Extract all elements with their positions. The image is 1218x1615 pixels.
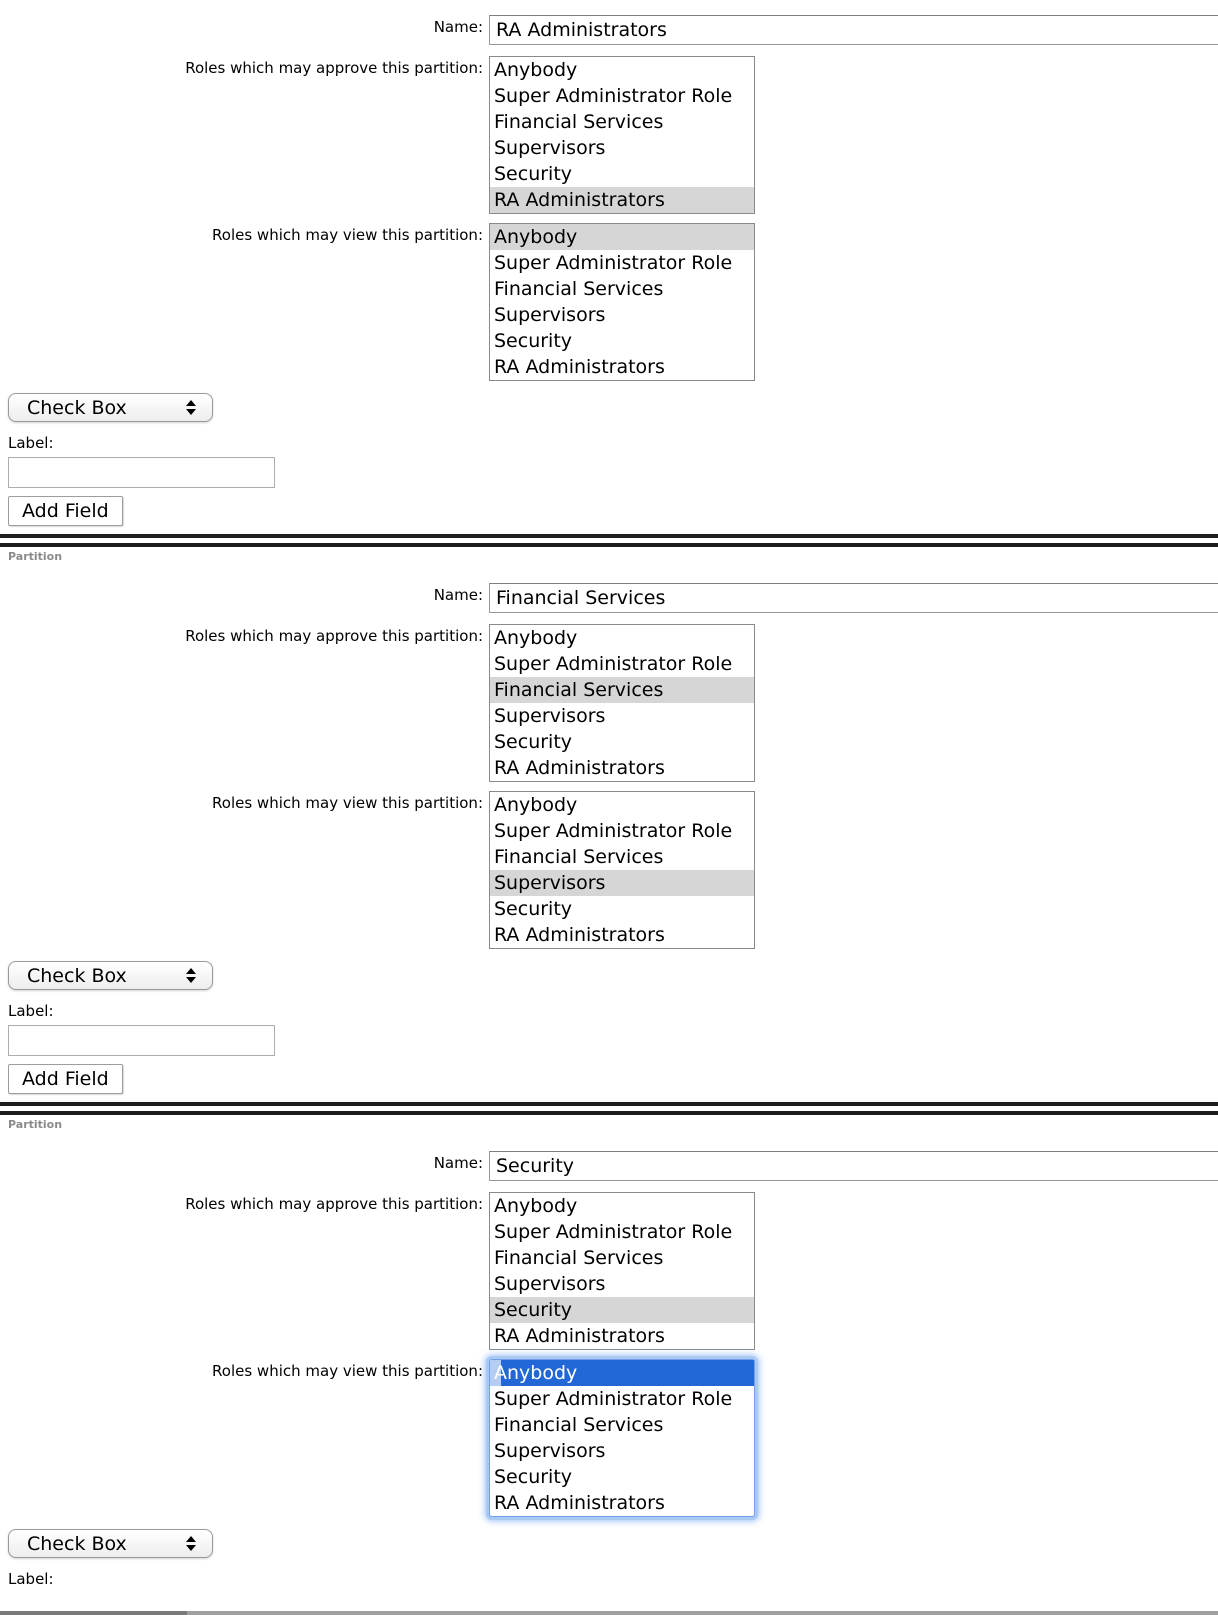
view-roles-label: Roles which may view this partition: xyxy=(212,794,483,812)
field-type-select[interactable] xyxy=(8,961,213,990)
listbox-option[interactable]: Security xyxy=(494,1466,573,1488)
add-field-button[interactable]: Add Field xyxy=(8,496,123,526)
listbox-option-selected[interactable]: Supervisors xyxy=(490,870,754,896)
listbox-option[interactable]: Super Administrator Role xyxy=(494,820,733,842)
view-roles-row xyxy=(0,223,1218,381)
view-roles-listbox[interactable] xyxy=(489,223,755,381)
listbox-option[interactable]: Financial Services xyxy=(494,111,664,133)
listbox-option[interactable]: Supervisors xyxy=(494,304,606,326)
listbox-option-selected[interactable]: Security xyxy=(490,1297,754,1323)
section-divider xyxy=(0,534,1218,547)
select-arrows-icon xyxy=(186,1536,196,1551)
listbox-option[interactable]: Supervisors xyxy=(494,1440,606,1462)
name-row xyxy=(0,1151,1218,1181)
name-label: Name: xyxy=(433,586,483,604)
select-arrows-icon xyxy=(186,968,196,983)
listbox-option[interactable]: RA Administrators xyxy=(494,757,665,779)
listbox-option[interactable]: Financial Services xyxy=(494,846,664,868)
listbox-option[interactable]: Super Administrator Role xyxy=(494,653,733,675)
view-roles-listbox[interactable] xyxy=(489,791,755,949)
select-arrows-icon xyxy=(186,400,196,415)
partition-name-input[interactable] xyxy=(489,1151,1218,1181)
add-field-controls xyxy=(8,961,1218,1094)
view-roles-listbox-focused[interactable] xyxy=(489,1359,755,1517)
approve-roles-listbox[interactable] xyxy=(489,56,755,214)
listbox-option[interactable]: Security xyxy=(494,163,573,185)
name-row xyxy=(0,15,1218,45)
listbox-option[interactable]: Super Administrator Role xyxy=(494,252,733,274)
name-label: Name: xyxy=(433,1154,483,1172)
listbox-option[interactable]: Supervisors xyxy=(494,137,606,159)
partition-legend: Partition xyxy=(8,550,63,563)
listbox-option[interactable]: Supervisors xyxy=(494,1273,606,1295)
listbox-option[interactable]: Financial Services xyxy=(494,1247,664,1269)
approve-roles-row xyxy=(0,1192,1218,1350)
view-roles-label: Roles which may view this partition: xyxy=(212,1362,483,1380)
approve-roles-label: Roles which may approve this partition: xyxy=(185,1195,483,1213)
listbox-option[interactable]: RA Administrators xyxy=(494,924,665,946)
listbox-option[interactable]: Security xyxy=(494,330,573,352)
bottom-strip-left-segment xyxy=(0,1611,187,1615)
approve-roles-label: Roles which may approve this partition: xyxy=(185,627,483,645)
listbox-option[interactable]: Super Administrator Role xyxy=(494,1388,733,1410)
approve-roles-listbox[interactable] xyxy=(489,624,755,782)
partition-name-input[interactable] xyxy=(489,583,1218,613)
bottom-edge-strip xyxy=(0,1611,1218,1615)
partition-legend: Partition xyxy=(8,1118,63,1131)
field-type-select[interactable] xyxy=(8,1529,213,1558)
listbox-option[interactable]: Financial Services xyxy=(494,1414,664,1436)
name-label: Name: xyxy=(433,18,483,36)
view-roles-label: Roles which may view this partition: xyxy=(212,226,483,244)
field-label-label: Label: xyxy=(8,1570,54,1588)
section-divider xyxy=(0,1102,1218,1115)
listbox-option[interactable]: Financial Services xyxy=(494,278,664,300)
field-label-label: Label: xyxy=(8,434,54,452)
view-roles-row xyxy=(0,791,1218,949)
add-field-controls xyxy=(8,1529,1218,1586)
field-type-selected-value: Check Box xyxy=(27,396,127,419)
approve-roles-label: Roles which may approve this partition: xyxy=(185,59,483,77)
field-label-input[interactable] xyxy=(8,1025,275,1056)
listbox-option[interactable]: RA Administrators xyxy=(494,1492,665,1514)
approve-roles-row xyxy=(0,624,1218,782)
listbox-option[interactable]: Super Administrator Role xyxy=(494,85,733,107)
add-field-button[interactable]: Add Field xyxy=(8,1064,123,1094)
field-type-selected-value: Check Box xyxy=(27,964,127,987)
partition-name-input[interactable] xyxy=(489,15,1218,45)
field-label-input[interactable] xyxy=(8,457,275,488)
listbox-option[interactable]: Anybody xyxy=(494,627,578,649)
field-type-select[interactable] xyxy=(8,393,213,422)
listbox-option[interactable]: Security xyxy=(494,731,573,753)
listbox-option[interactable]: Supervisors xyxy=(494,705,606,727)
listbox-option-selected[interactable]: Financial Services xyxy=(490,677,754,703)
listbox-option[interactable]: Anybody xyxy=(494,59,578,81)
add-field-controls xyxy=(8,393,1218,526)
view-roles-row xyxy=(0,1359,1218,1517)
listbox-option[interactable]: Super Administrator Role xyxy=(494,1221,733,1243)
listbox-option[interactable]: RA Administrators xyxy=(494,356,665,378)
listbox-option-selected[interactable]: Anybody xyxy=(490,224,754,250)
approve-roles-listbox[interactable] xyxy=(489,1192,755,1350)
listbox-option[interactable]: RA Administrators xyxy=(494,1325,665,1347)
partition-section xyxy=(0,1102,1218,1586)
bottom-strip-right-segment xyxy=(187,1611,1218,1615)
approve-roles-row xyxy=(0,56,1218,214)
name-row xyxy=(0,583,1218,613)
listbox-option[interactable]: Anybody xyxy=(494,1195,578,1217)
listbox-option[interactable]: Anybody xyxy=(494,794,578,816)
listbox-option-selected[interactable]: Anybody xyxy=(490,1360,754,1386)
field-type-selected-value: Check Box xyxy=(27,1532,127,1555)
listbox-option-selected[interactable]: RA Administrators xyxy=(490,187,754,213)
partition-section xyxy=(0,15,1218,526)
listbox-option[interactable]: Security xyxy=(494,898,573,920)
partition-section xyxy=(0,534,1218,1094)
field-label-label: Label: xyxy=(8,1002,54,1020)
